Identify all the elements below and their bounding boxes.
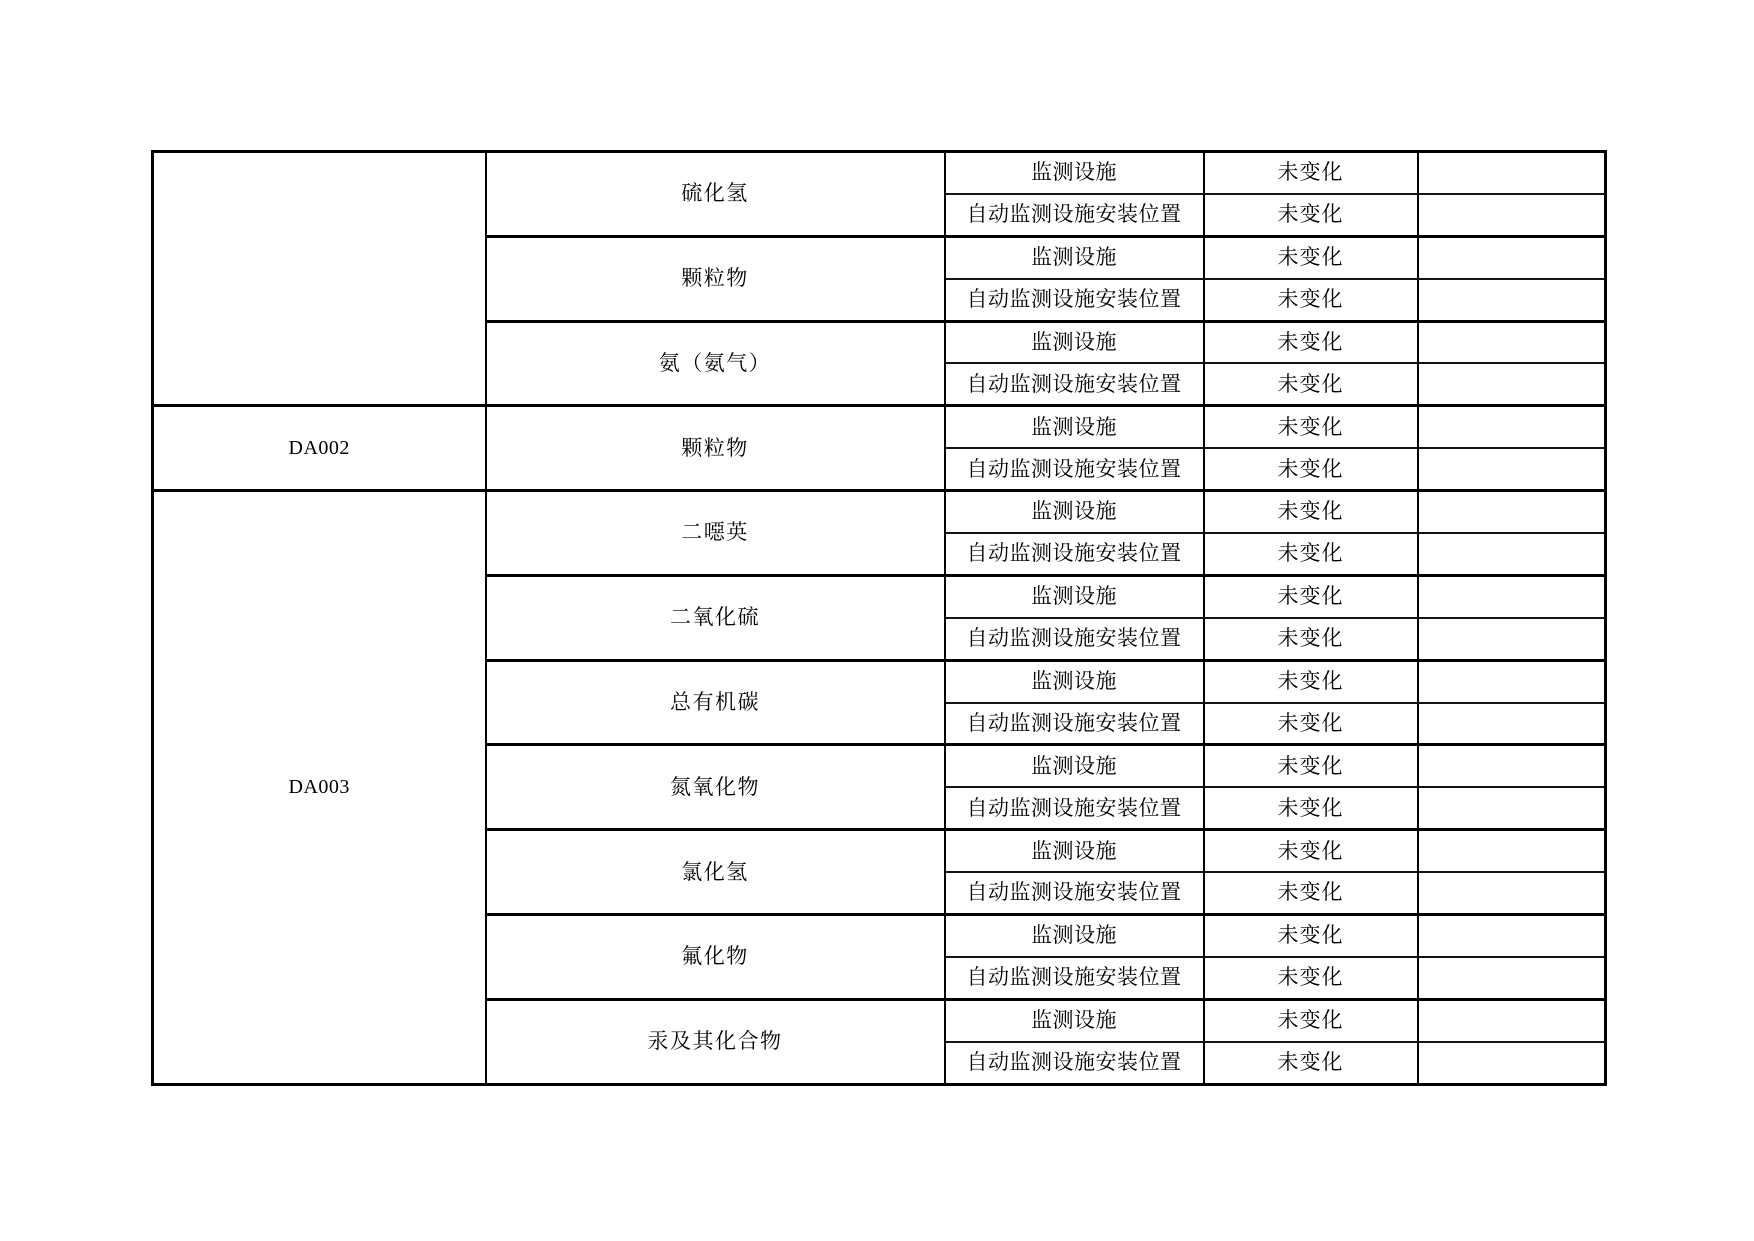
status-cell: 未变化 (1204, 533, 1418, 575)
remark-cell (1418, 152, 1606, 194)
status-cell: 未变化 (1204, 660, 1418, 702)
status-cell: 未变化 (1204, 999, 1418, 1041)
remark-cell (1418, 321, 1606, 363)
status-cell: 未变化 (1204, 236, 1418, 278)
item-cell: 监测设施 (945, 999, 1204, 1041)
remark-cell (1418, 448, 1606, 490)
status-cell: 未变化 (1204, 1042, 1418, 1084)
remark-cell (1418, 575, 1606, 617)
remark-cell (1418, 363, 1606, 405)
status-cell: 未变化 (1204, 787, 1418, 829)
pollutant-name-cell: 氨（氨气） (486, 321, 945, 406)
remark-cell (1418, 745, 1606, 787)
status-cell: 未变化 (1204, 363, 1418, 405)
status-cell: 未变化 (1204, 745, 1418, 787)
status-cell: 未变化 (1204, 448, 1418, 490)
item-cell: 监测设施 (945, 491, 1204, 533)
remark-cell (1418, 279, 1606, 321)
status-cell: 未变化 (1204, 830, 1418, 872)
item-cell: 监测设施 (945, 236, 1204, 278)
item-cell: 自动监测设施安装位置 (945, 957, 1204, 999)
monitoring-facility-table (151, 150, 1607, 1086)
item-cell: 自动监测设施安装位置 (945, 194, 1204, 236)
remark-cell (1418, 406, 1606, 448)
status-cell: 未变化 (1204, 279, 1418, 321)
remark-cell (1418, 618, 1606, 660)
remark-cell (1418, 872, 1606, 914)
item-cell: 自动监测设施安装位置 (945, 1042, 1204, 1084)
item-cell: 自动监测设施安装位置 (945, 787, 1204, 829)
pollutant-name-cell: 氟化物 (486, 915, 945, 1000)
outlet-id-cell: DA002 (153, 406, 486, 491)
pollutant-name-cell: 颗粒物 (486, 236, 945, 321)
remark-cell (1418, 830, 1606, 872)
remark-cell (1418, 703, 1606, 745)
table-row (153, 406, 1606, 448)
pollutant-name-cell: 氮氧化物 (486, 745, 945, 830)
status-cell: 未变化 (1204, 872, 1418, 914)
table-row (153, 152, 1606, 194)
item-cell: 自动监测设施安装位置 (945, 448, 1204, 490)
remark-cell (1418, 194, 1606, 236)
outlet-id-cell: DA003 (153, 491, 486, 1084)
remark-cell (1418, 999, 1606, 1041)
item-cell: 监测设施 (945, 152, 1204, 194)
pollutant-name-cell: 汞及其化合物 (486, 999, 945, 1084)
status-cell: 未变化 (1204, 618, 1418, 660)
remark-cell (1418, 957, 1606, 999)
table-body (153, 152, 1606, 1085)
item-cell: 自动监测设施安装位置 (945, 872, 1204, 914)
status-cell: 未变化 (1204, 406, 1418, 448)
remark-cell (1418, 787, 1606, 829)
remark-cell (1418, 236, 1606, 278)
pollutant-name-cell: 硫化氢 (486, 152, 945, 237)
item-cell: 监测设施 (945, 830, 1204, 872)
outlet-id-cell (153, 152, 486, 406)
status-cell: 未变化 (1204, 491, 1418, 533)
remark-cell (1418, 491, 1606, 533)
table-row (153, 491, 1606, 533)
item-cell: 自动监测设施安装位置 (945, 363, 1204, 405)
status-cell: 未变化 (1204, 152, 1418, 194)
item-cell: 自动监测设施安装位置 (945, 618, 1204, 660)
remark-cell (1418, 533, 1606, 575)
status-cell: 未变化 (1204, 957, 1418, 999)
pollutant-name-cell: 颗粒物 (486, 406, 945, 491)
item-cell: 监测设施 (945, 915, 1204, 957)
pollutant-name-cell: 二噁英 (486, 491, 945, 576)
status-cell: 未变化 (1204, 321, 1418, 363)
item-cell: 监测设施 (945, 406, 1204, 448)
remark-cell (1418, 660, 1606, 702)
item-cell: 监测设施 (945, 660, 1204, 702)
status-cell: 未变化 (1204, 575, 1418, 617)
item-cell: 自动监测设施安装位置 (945, 279, 1204, 321)
pollutant-name-cell: 二氧化硫 (486, 575, 945, 660)
status-cell: 未变化 (1204, 194, 1418, 236)
remark-cell (1418, 1042, 1606, 1084)
status-cell: 未变化 (1204, 703, 1418, 745)
item-cell: 监测设施 (945, 745, 1204, 787)
pollutant-name-cell: 总有机碳 (486, 660, 945, 745)
remark-cell (1418, 915, 1606, 957)
pollutant-name-cell: 氯化氢 (486, 830, 945, 915)
item-cell: 监测设施 (945, 321, 1204, 363)
status-cell: 未变化 (1204, 915, 1418, 957)
item-cell: 自动监测设施安装位置 (945, 533, 1204, 575)
item-cell: 监测设施 (945, 575, 1204, 617)
item-cell: 自动监测设施安装位置 (945, 703, 1204, 745)
